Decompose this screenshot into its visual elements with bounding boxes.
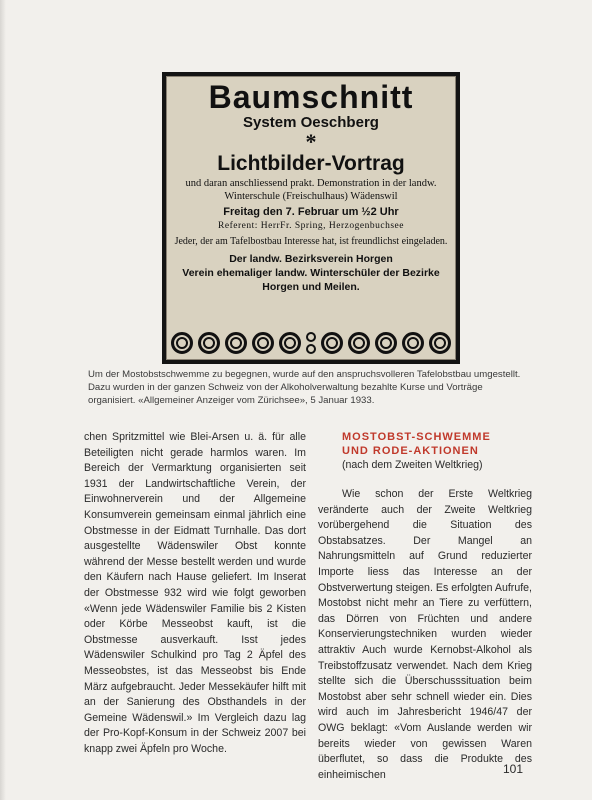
image-caption: Um der Mostobstschwemme zu begegnen, wurde auf den anspruchsvolleren Tafelobstbau umgestellt. Dazu wurden in der ganzen Schweiz von der Alkoholverwaltung bezahlte Kurse und Vorträge organisiert. «Allgemeiner Anzeiger vom Zürichsee», 5 Januar 1933. bbox=[88, 369, 521, 406]
ad-ornament-circles bbox=[171, 331, 451, 355]
section-title-line1: MOSTOBST-SCHWEMME bbox=[342, 431, 491, 443]
ad-referent: Referent: HerrFr. Spring, Herzogenbuchsee bbox=[218, 221, 404, 231]
ad-date: Freitag den 7. Februar um ½2 Uhr bbox=[223, 206, 399, 218]
page-number: 101 bbox=[503, 762, 524, 776]
ad-subtitle: System Oeschberg bbox=[243, 114, 379, 131]
ornament-circle bbox=[279, 332, 301, 354]
ornament-circle bbox=[225, 332, 247, 354]
ornament-circle bbox=[321, 332, 343, 354]
right-column bbox=[318, 430, 532, 783]
ornament-circle-small bbox=[306, 332, 316, 342]
ad-title2: Lichtbilder-Vortrag bbox=[217, 152, 405, 175]
ornament-circle bbox=[198, 332, 220, 354]
ornament-circle bbox=[252, 332, 274, 354]
section-title-line2: UND RODE-AKTIONEN bbox=[342, 445, 479, 457]
ornament-circle bbox=[348, 332, 370, 354]
section-body: Wie schon der Erste Weltkrieg veränderte auch der Zweite Weltkrieg vorübergehend die Situation des Obstabsatzes. Der Mangel an Nahrungsmitteln auf Grund reduzierter Importe liess das Interesse an der Obstverwertung steigen. Es erfolgten Aufrufe, Mostobst nicht mehr an Tiere zu verfüttern, das Dörren von Früchten und andere Konservierungstechniken wurden wieder attraktiv Auch wurde Kernobst-Alkohol als Treibstoffzusatz verwendet. Nach dem Krieg stellte sich die Überschusssituation beim Mostobst aber sehr schnell wieder ein. Dies wird auch im Jahresbericht 1946/47 der OWG beklagt: «Vom Auslande werden wir bereits wieder von gewissen Waren überflutet, so dass die Produkte des einheimischen bbox=[318, 488, 532, 781]
ornament-circle bbox=[402, 332, 424, 354]
newspaper-ad bbox=[166, 76, 456, 360]
ad-org1: Der landw. Bezirksverein Horgen bbox=[229, 253, 393, 265]
ad-line1: und daran anschliessend prakt. Demonstration in der landw. Winterschule (Freischulhaus) Wädenswil bbox=[185, 178, 437, 202]
page-edge bbox=[0, 0, 6, 800]
ad-org2: Verein ehemaliger landw. Winterschüler der Bezirke Horgen und Meilen. bbox=[182, 267, 440, 293]
ad-invite: Jeder, der am Tafelbostbau Interesse hat, ist freundlichst eingeladen. bbox=[174, 236, 448, 247]
ornament-circle-small bbox=[306, 344, 316, 354]
ornament-circle bbox=[171, 332, 193, 354]
newspaper-ad-image bbox=[162, 72, 460, 364]
left-column bbox=[84, 430, 306, 757]
ad-title: Baumschnitt bbox=[208, 79, 414, 115]
ad-star: * bbox=[305, 129, 317, 154]
section-subtitle: (nach dem Zweiten Weltkrieg) bbox=[342, 459, 483, 471]
left-column-text: chen Spritzmittel wie Blei-Arsen u. ä. für alle Beteiligten nicht gerade harmlos waren. Im Bereich der Vermarktung organisierten seit 1931 der Landwirtschaftliche Verein, der Einwohnerverein und der Allgemeine Konsumverein gemeinsam einmal jährlich eine Obstmesse in der Eidmatt Turnhalle. Das dort ausgestellte Wädenswiler Obst konnte während der Messe bestellt werden und wurde den Käufern nach Hause geliefert. Im Inserat der Obstmesse 932 wird wie folgt geworben «Wenn jede Wädenswiler Familie bis 2 Kisten oder Körbe Messeobst kauft, ist die Obstmesse ausverkauft. Isst jedes Wädenswiler Schulkind pro Tag 2 Äpfel des Messeobstes, ist das Messeobst bis Ende März aufgebraucht. Jeder Messekäufer hilft mit an der Sanierung des Obsthandels in der Gemeine Wädenswil.» Im Vergleich dazu lag der Pro-Kopf-Konsum in der Schweiz 2007 bei knapp zwei Äpfeln pro Woche. bbox=[84, 431, 306, 755]
ornament-circle bbox=[429, 332, 451, 354]
ornament-circle-pair bbox=[306, 332, 316, 354]
ornament-circle bbox=[375, 332, 397, 354]
